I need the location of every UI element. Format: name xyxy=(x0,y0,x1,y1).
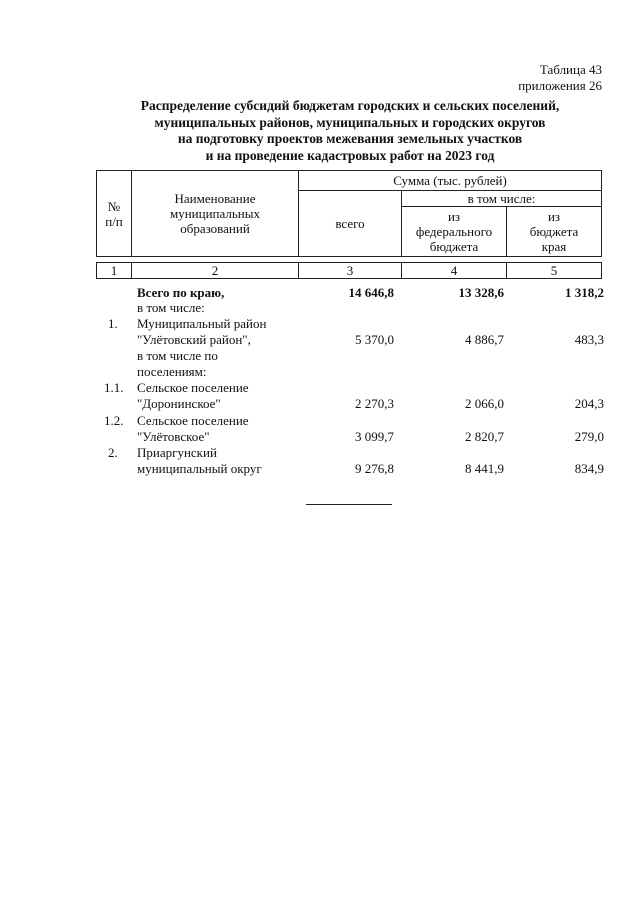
document-title xyxy=(100,98,600,164)
row-regional: 279,0 xyxy=(574,429,604,444)
row-number: 1.1. xyxy=(104,380,124,395)
header-total: всего xyxy=(299,191,402,257)
header-regional: из бюджета края xyxy=(507,207,602,257)
col-number: 5 xyxy=(507,263,602,279)
header-no: № п/п xyxy=(97,171,132,257)
row-federal: 13 328,6 xyxy=(458,285,504,300)
row-number: 2. xyxy=(108,445,118,460)
row-total: 3 099,7 xyxy=(355,429,394,444)
row-number: 1.2. xyxy=(104,413,124,428)
table-header xyxy=(96,170,602,279)
header-including: в том числе: xyxy=(402,191,602,207)
col-number: 1 xyxy=(97,263,132,279)
row-federal: 8 441,9 xyxy=(465,461,504,476)
row-regional: 483,3 xyxy=(574,332,604,347)
row-name: Муниципальный район "Улётовский район", в том числе по поселениям: xyxy=(137,316,267,379)
closing-rule xyxy=(306,504,392,505)
table-number: Таблица 43 xyxy=(539,62,602,77)
col-number: 2 xyxy=(132,263,299,279)
title-line: и на проведение кадастровых работ на 2023 год xyxy=(205,147,495,163)
row-regional: 204,3 xyxy=(574,396,604,411)
row-regional: 834,9 xyxy=(574,461,604,476)
title-line: на подготовку проектов межевания земельных участков xyxy=(177,131,523,146)
header-name: Наименование муниципальных образований xyxy=(132,171,299,257)
row-total: 9 276,8 xyxy=(355,461,394,476)
row-name: в том числе: xyxy=(137,300,205,315)
row-name: Сельское поселение "Улётовское" xyxy=(137,413,249,444)
row-number: 1. xyxy=(108,316,118,331)
row-federal: 4 886,7 xyxy=(465,332,504,347)
row-total: 14 646,8 xyxy=(348,285,394,300)
row-regional: 1 318,2 xyxy=(565,285,604,300)
row-name: Приаргунский муниципальный округ xyxy=(137,445,262,476)
header-federal: из федерального бюджета xyxy=(402,207,507,257)
table-caption xyxy=(518,62,602,94)
row-federal: 2 820,7 xyxy=(465,429,504,444)
header-sum: Сумма (тыс. рублей) xyxy=(299,171,602,191)
row-total: 5 370,0 xyxy=(355,332,394,347)
col-number: 3 xyxy=(299,263,402,279)
row-total: 2 270,3 xyxy=(355,396,394,411)
row-name: Сельское поселение "Доронинское" xyxy=(137,380,249,411)
row-federal: 2 066,0 xyxy=(465,396,504,411)
title-line: муниципальных районов, муниципальных и городских округов xyxy=(154,114,546,130)
appendix-number: приложения 26 xyxy=(518,78,602,93)
title-line: Распределение субсидий бюджетам городских и сельских поселений, xyxy=(140,98,560,113)
col-number: 4 xyxy=(402,263,507,279)
row-name: Всего по краю, xyxy=(137,285,225,300)
